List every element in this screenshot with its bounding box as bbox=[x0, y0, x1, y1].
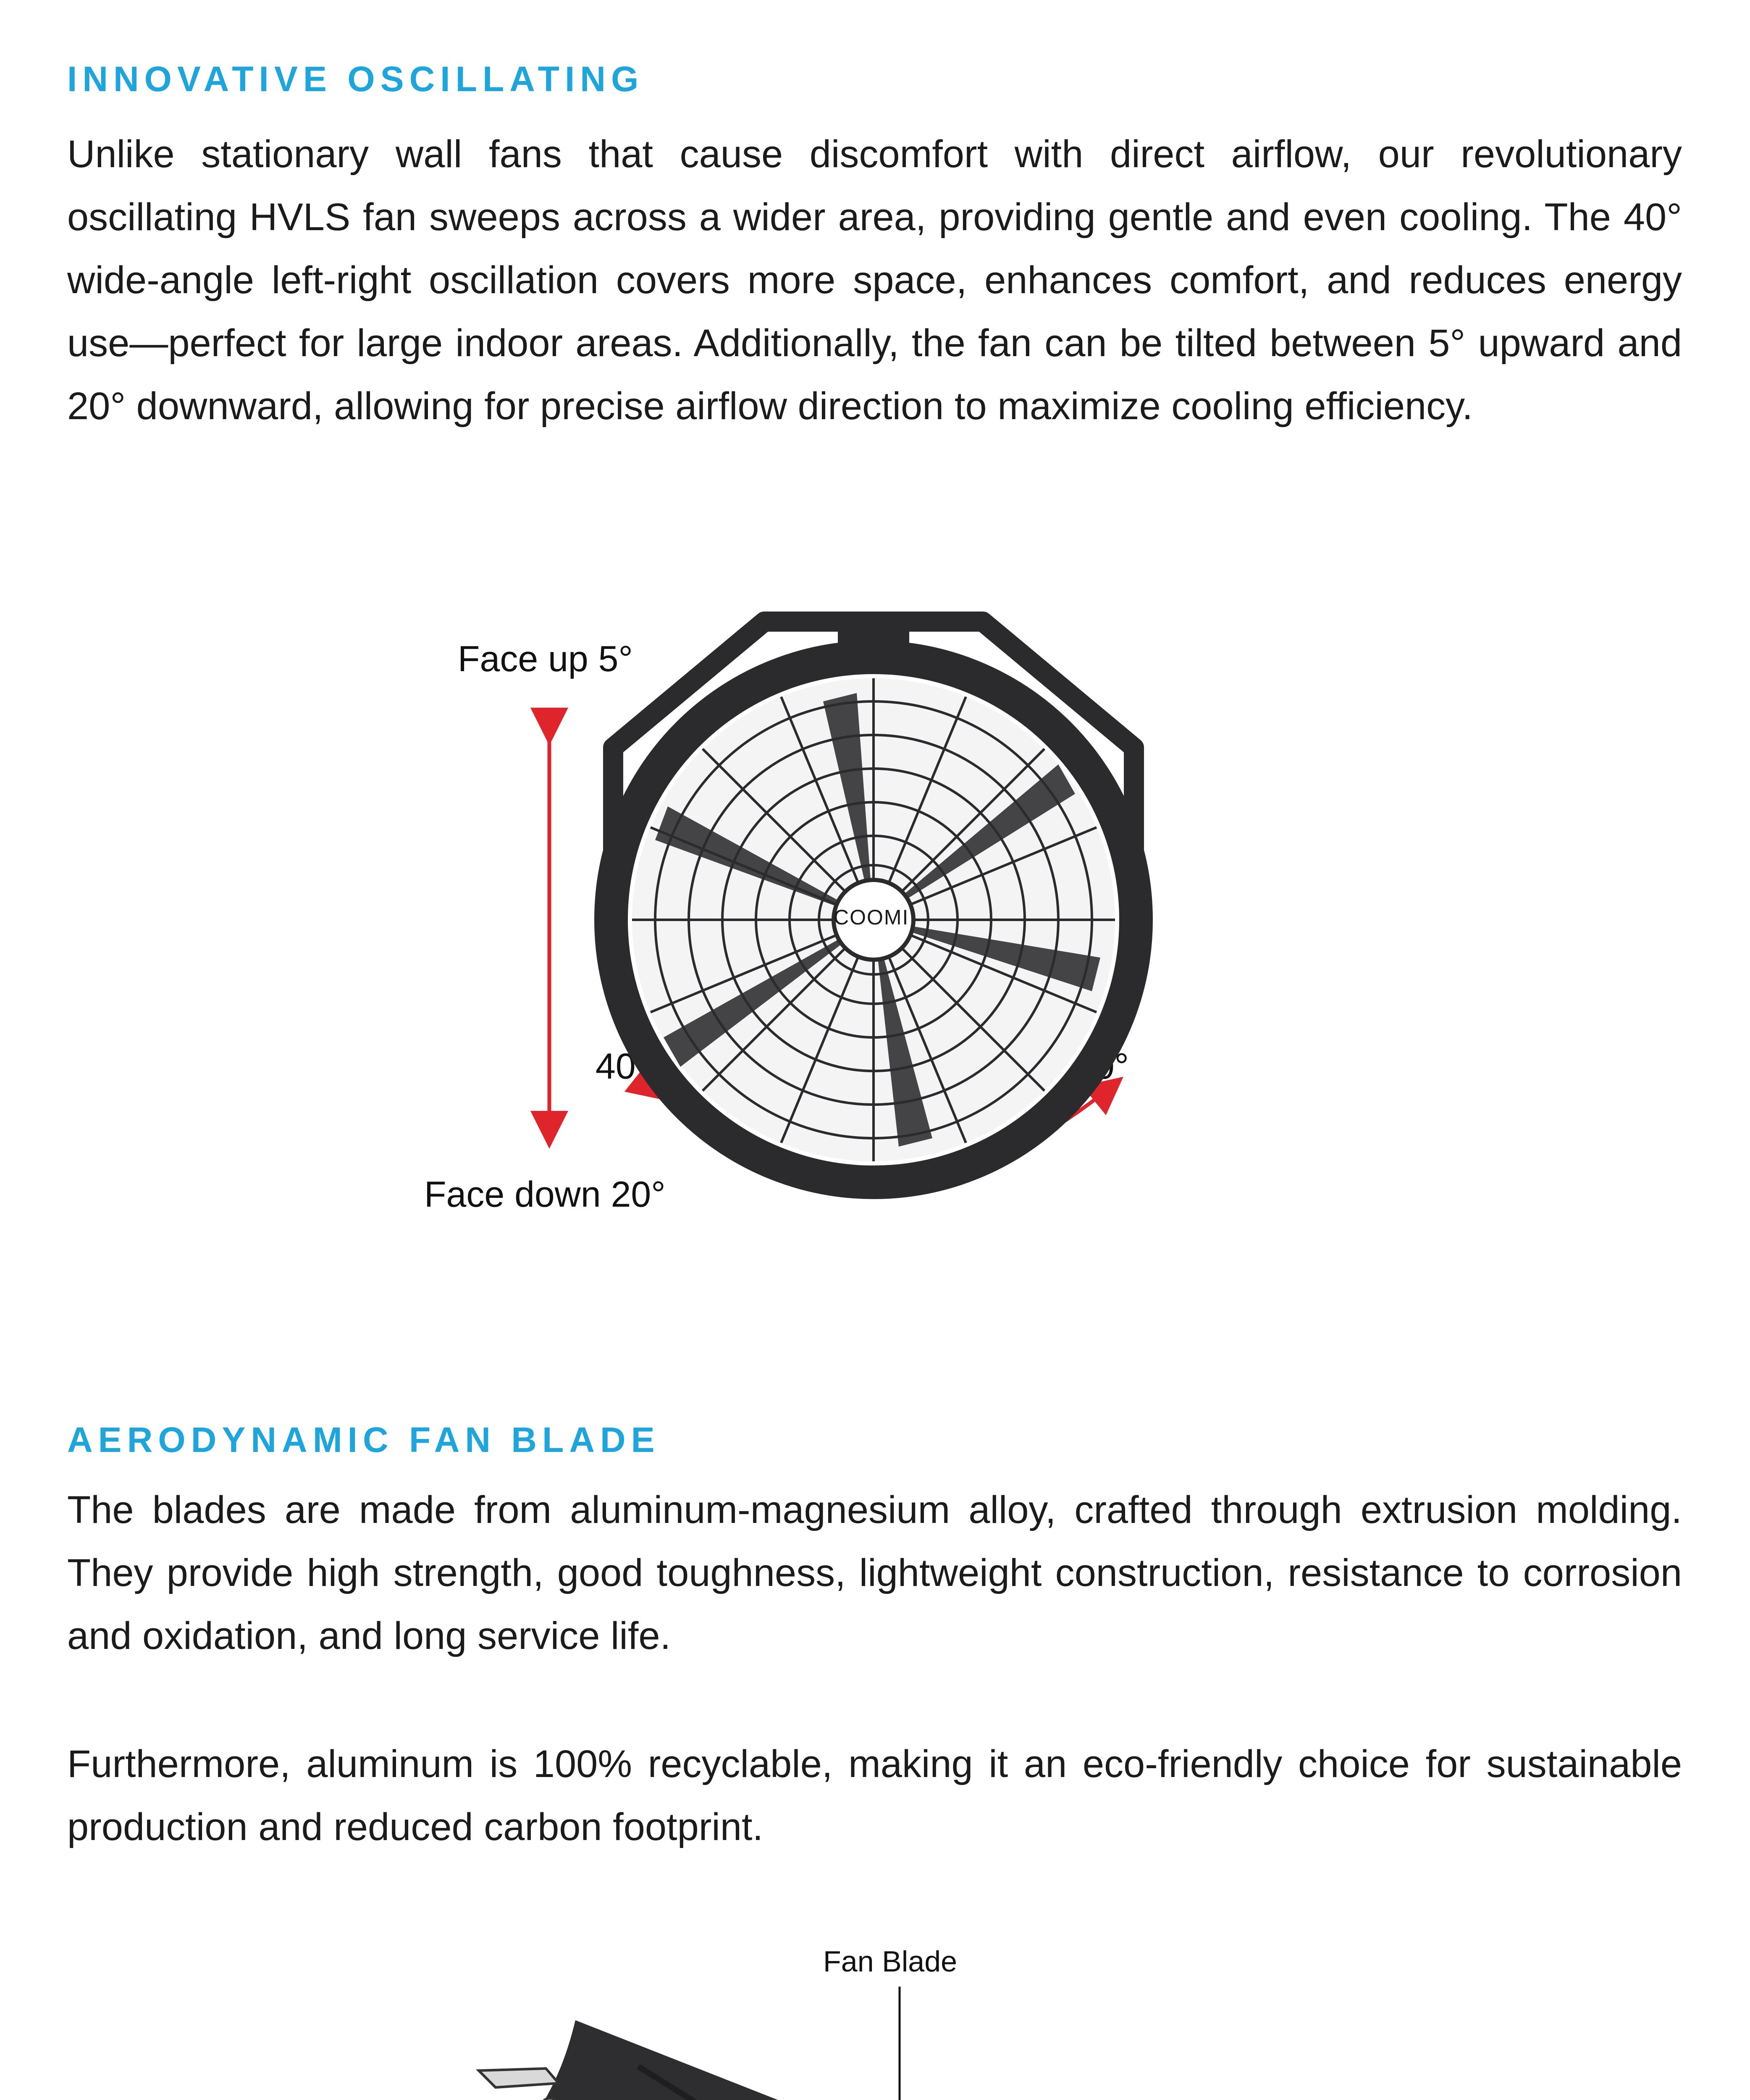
face-up-label: Face up 5° bbox=[458, 639, 633, 679]
section-heading-blade: AERODYNAMIC FAN BLADE bbox=[67, 1420, 660, 1460]
left-angle-label: 40° bbox=[596, 1046, 651, 1087]
section-heading-oscillating: INNOVATIVE OSCILLATING bbox=[67, 59, 644, 99]
face-down-label: Face down 20° bbox=[424, 1174, 666, 1215]
section-paragraph-blade-2: Furthermore, aluminum is 100% recyclable, making it an eco-friendly choice for sustainable production and reduced carbon footprint. bbox=[67, 1743, 1682, 1848]
fan-logo-text: COOMI bbox=[834, 906, 909, 929]
fan-blade-callout-label: Fan Blade bbox=[823, 1945, 958, 1978]
section-paragraph-blade-1: The blades are made from aluminum-magnesium alloy, crafted through extrusion molding. They provide high strength, good toughness, lightweight construction, resistance to corrosion and oxidation, and long service life. bbox=[67, 1488, 1682, 1657]
section-paragraph-oscillating: Unlike stationary wall fans that cause discomfort with direct airflow, our revolutionary oscillating HVLS fan sweeps across a wider area, providing gentle and even cooling. The 40° wide-angle left-right oscillation covers more space, enhances comfort, and reduces energy use—perfect for large indoor areas. Additionally, the fan can be tilted between 5° upward and 20° downward, allowing for precise airflow direction to maximize cooling efficiency. bbox=[67, 133, 1682, 428]
right-angle-label: 40° bbox=[1074, 1046, 1129, 1087]
fan-blade-body bbox=[414, 2020, 1365, 2100]
